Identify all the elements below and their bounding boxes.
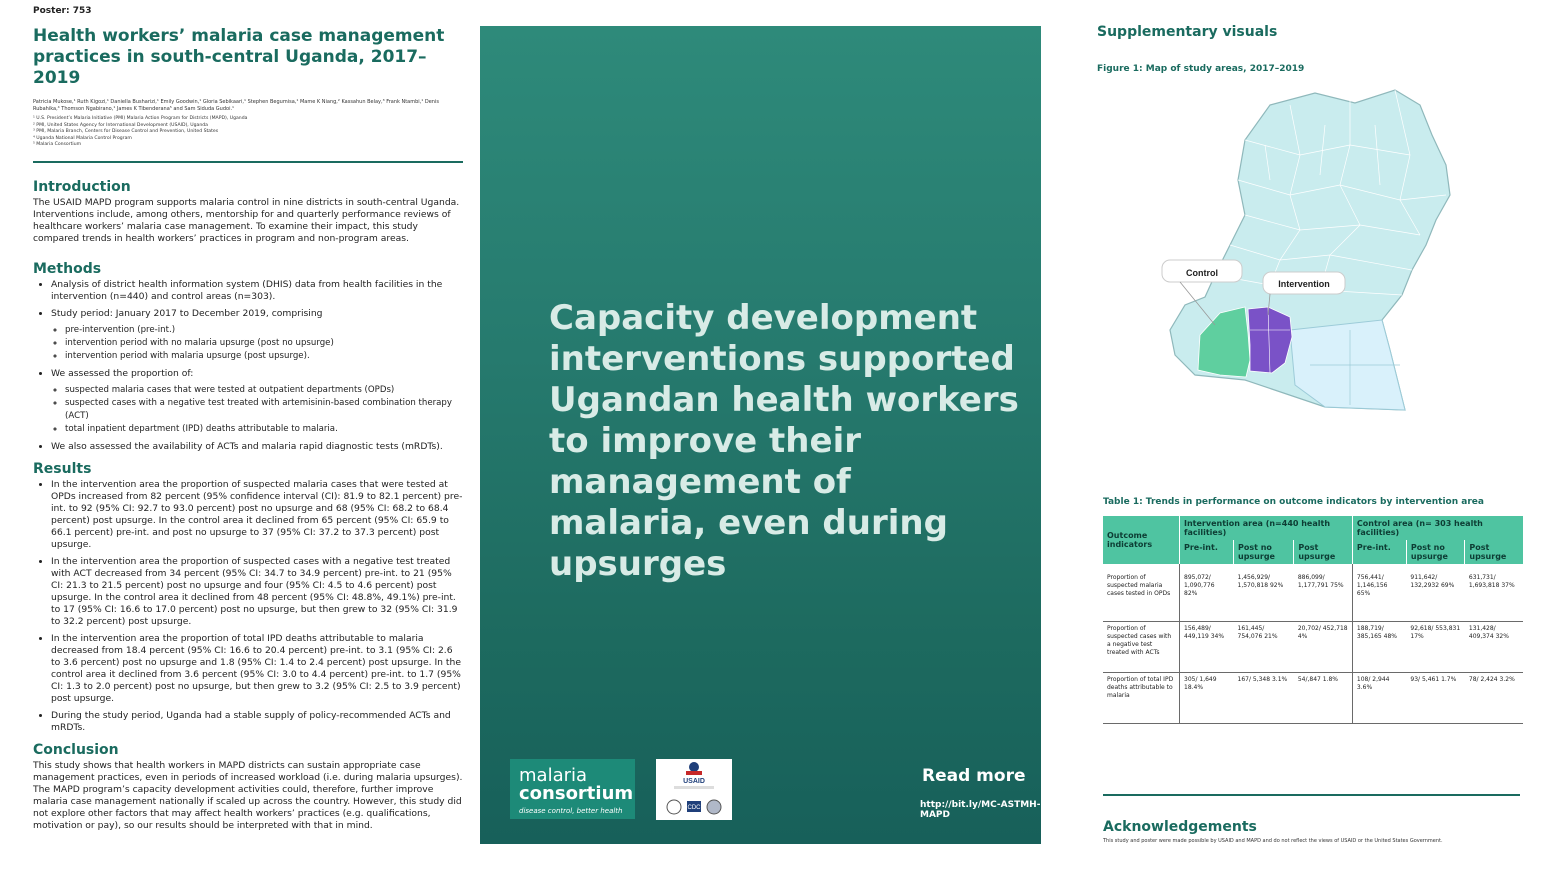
table-cell: 78/ 2,424 3.2% <box>1465 673 1523 724</box>
read-more-url[interactable]: http://bit.ly/MC-ASTMH-MAPD <box>920 800 1041 820</box>
table-cell: 886,099/ 1,177,791 75% <box>1294 564 1353 622</box>
subheader: Post upsurge <box>1294 540 1353 564</box>
header-outcome: Outcome indicators <box>1103 516 1180 564</box>
poster-number: Poster: 753 <box>33 6 92 16</box>
conclusion-text: This study shows that health workers in MAPD districts can sustain appropriate case management practices, even in periods of increased workload (i.e. during malaria upsurges). The MAPD program’s capacity development activities could, therefore, further improve malaria case management nationally if scaled up across the country. However, this study did not explore other factors that may affect health workers’ practices (e.g. qualifications, motivation or pay), so our results should be interpreted with that in mind. <box>33 759 463 831</box>
methods-heading: Methods <box>33 260 102 277</box>
list-item-text: Study period: January 2017 to December 2019, comprising <box>51 307 323 319</box>
list-item: • We also assessed the availability of ACTs and malaria rapid diagnostic tests (mRDTs). <box>51 441 463 453</box>
table-cell: 93/ 5,461 1.7% <box>1406 673 1464 724</box>
read-more-link[interactable]: Read more <box>922 766 1026 786</box>
table-cell: 92,618/ 553,831 17% <box>1406 622 1464 673</box>
list-item: • In the intervention area the proportion of total IPD deaths attributable to malaria decreased from 18.4 percent (95% CI: 16.6 to 20.4 percent) pre-int. to 3.1 (95% CI: 2.6 to 3.6 percent) post no upsurge and 1.8 (95% CI: 1.4 to 2.4 percent) post upsurge. In the control area it declined from 3.6 percent (95% CI: 3.0 to 4.4 percent) pre-int. to 1.7 (95% CI: 1.3 to 2.0 percent) post no upsurge, but then grew to 3.2 (95% CI: 2.5 to 3.9 percent) post upsurge. <box>51 633 463 705</box>
map-label-intervention: Intervention <box>1278 279 1330 289</box>
list-item: • Analysis of district health information system (DHIS) data from health facilities in the intervention (n=440) and control areas (n=303). <box>51 279 463 303</box>
subheader: Post no upsurge <box>1406 540 1464 564</box>
figure-caption: Figure 1: Map of study areas, 2017–2019 <box>1097 64 1305 74</box>
affiliation: ³ PMI, Malaria Branch, Centers for Disease Control and Prevention, United States <box>33 129 219 135</box>
row-label: Proportion of suspected malaria cases tested in OPDs <box>1103 564 1180 622</box>
table-cell: 131,428/ 409,374 32% <box>1465 622 1523 673</box>
subheader: Pre-int. <box>1352 540 1406 564</box>
partner-logos <box>656 759 732 820</box>
table-cell: 1,456,929/ 1,570,818 92% <box>1234 564 1294 622</box>
usaid-wordmark: USAID <box>683 778 705 785</box>
introduction-text: The USAID MAPD program supports malaria control in nine districts in south-central Uganda. Interventions include, among others, mentorship for and quarterly performance reviews of healthcare workers’ malaria case management. To examine their impact, this study compared trends in health workers’ practices in program and non-program areas. <box>33 196 460 244</box>
affiliation: ¹ U.S. President’s Malaria Initiative (PMI) Malaria Action Program for Districts (MAPD), Uganda <box>33 116 248 121</box>
header-intervention: Intervention area (n=440 health facilities) <box>1180 516 1353 540</box>
svg-text:CDC: CDC <box>687 805 701 811</box>
logo-text: malaria <box>519 765 588 786</box>
authors: Patricia Mukose,¹ Ruth Kigozi,¹ Daniella Busharizi,¹ Emily Goodwin,¹ Gloria Sebikaari,¹ Stephen Begumisa,¹ Mame K Niang,² Kassahun Belay,³ Frank Ntambi,¹ Denis Rubahika,⁴ Thomson Ngabirano,¹ James K Tibenderana⁵ and Sam Siduda Gudoi.¹ <box>33 99 439 112</box>
list-item: ◦ total inpatient department (IPD) deaths attributable to malaria. <box>65 423 463 436</box>
headline: Capacity development interventions supported Ugandan health workers to improve their management of malaria, even during upsurges <box>549 298 1019 584</box>
table-row <box>1103 564 1523 622</box>
list-item-text: We assessed the proportion of: <box>51 367 194 379</box>
introduction-heading: Introduction <box>33 178 131 195</box>
table-cell: 911,642/ 132,2932 69% <box>1406 564 1464 622</box>
uganda-map <box>1150 85 1500 415</box>
affiliation: ⁵ Malaria Consortium <box>33 142 82 148</box>
table-cell: 305/ 1,649 18.4% <box>1180 673 1234 724</box>
table-cell: 895,072/ 1,090,776 82% <box>1180 564 1234 622</box>
table-cell: 756,441/ 1,146,156 65% <box>1352 564 1406 622</box>
table-cell: 631,731/ 1,693,818 37% <box>1465 564 1523 622</box>
sub-list <box>51 384 463 436</box>
divider <box>33 161 463 163</box>
map-label-control: Control <box>1186 268 1218 278</box>
results-heading: Results <box>33 460 92 477</box>
subheader: Post upsurge <box>1465 540 1523 564</box>
row-label: Proportion of suspected cases with a negative test treated with ACTs <box>1103 622 1180 673</box>
poster-title: Health workers’ malaria case management practices in south-central Uganda, 2017–2019 <box>33 26 445 88</box>
header-control: Control area (n= 303 health facilities) <box>1352 516 1523 540</box>
subheader: Pre-int. <box>1180 540 1234 564</box>
list-item: ◦ suspected malaria cases that were tested at outpatient departments (OPDs) <box>65 384 463 397</box>
acknowledgements-heading: Acknowledgements <box>1103 819 1257 835</box>
table-cell: 156,489/ 449,119 34% <box>1180 622 1234 673</box>
affiliations <box>33 116 463 149</box>
list-item: ◦ pre-intervention (pre-int.) <box>65 324 463 337</box>
headline-panel <box>480 26 1041 844</box>
row-label: Proportion of total IPD deaths attributable to malaria <box>1103 673 1180 724</box>
table-row <box>1103 673 1523 724</box>
outcome-table <box>1103 516 1523 724</box>
list-item <box>51 308 463 363</box>
logo-text: consortium <box>519 783 634 804</box>
table-caption: Table 1: Trends in performance on outcome indicators by intervention area <box>1103 497 1484 507</box>
conclusion-heading: Conclusion <box>33 741 119 758</box>
list-item <box>51 368 463 436</box>
table-cell: 54/,847 1.8% <box>1294 673 1353 724</box>
malaria-consortium-logo <box>510 759 635 819</box>
list-item: ◦ suspected cases with a negative test treated with artemisinin-based combination therapy (ACT) <box>65 397 463 423</box>
table-cell: 161,445/ 754,076 21% <box>1234 622 1294 673</box>
list-item: • In the intervention area the proportion of suspected cases with a negative test treated with ACT decreased from 34 percent (95% CI: 34.7 to 34.9 percent) pre-int. to 21 (95% CI: 21.3 to 21.5 percent) post no upsurge and four (95% CI: 4.5 to 4.6 percent) post upsurge. In the control area it declined from 48 percent (95% CI: 48.8%, 49.1%) pre-int. to 17 (95% CI: 16.6 to 17.0 percent) post no upsurge, but then grew to 32 (95% CI: 31.9 to 32.2 percent) post upsurge. <box>51 556 463 628</box>
subheader: Post no upsurge <box>1234 540 1294 564</box>
table-cell: 188,719/ 385,165 48% <box>1352 622 1406 673</box>
list-item: • During the study period, Uganda had a stable supply of policy-recommended ACTs and mRDTs. <box>51 710 463 734</box>
methods-list <box>33 279 463 453</box>
left-column <box>33 6 463 866</box>
affiliation: ² PMI, United States Agency for International Development (USAID), Uganda <box>33 122 208 128</box>
list-item: • In the intervention area the proportion of suspected malaria cases that were tested at OPDs increased from 82 percent (95% confidence interval (CI): 81.9 to 82.1 percent) pre-int. to 92 (95% CI: 92.7 to 93.0 percent) post no upsurge and 68 (95% CI: 68.2 to 68.4 percent) post upsurge. In the control area it declined from 65 percent (95% CI: 65.9 to 66.1 percent) pre-int. and post no upsurge to 37 (95% CI: 37.2 to 37.3 percent) post upsurge. <box>51 479 463 551</box>
supplementary-heading: Supplementary visuals <box>1097 24 1278 40</box>
sub-list <box>51 324 463 363</box>
table-cell: 20,702/ 452,718 4% <box>1294 622 1353 673</box>
results-list <box>33 479 463 734</box>
table-cell: 108/ 2,944 3.6% <box>1352 673 1406 724</box>
list-item: ◦ intervention period with malaria upsurge (post upsurge). <box>65 350 463 363</box>
list-item: ◦ intervention period with no malaria upsurge (post no upsurge) <box>65 337 463 350</box>
logo-tagline: disease control, better health <box>519 807 623 815</box>
uganda-map-icon <box>1150 85 1500 415</box>
acknowledgements-text: This study and poster were made possible by USAID and MAPD and do not reflect the views of USAID or the United States Government. <box>1103 838 1443 844</box>
table-row <box>1103 622 1523 673</box>
usaid-logo-icon <box>656 759 732 820</box>
table-cell: 167/ 5,348 3.1% <box>1234 673 1294 724</box>
divider <box>1103 794 1520 796</box>
affiliation: ⁴ Uganda National Malaria Control Program <box>33 135 132 141</box>
